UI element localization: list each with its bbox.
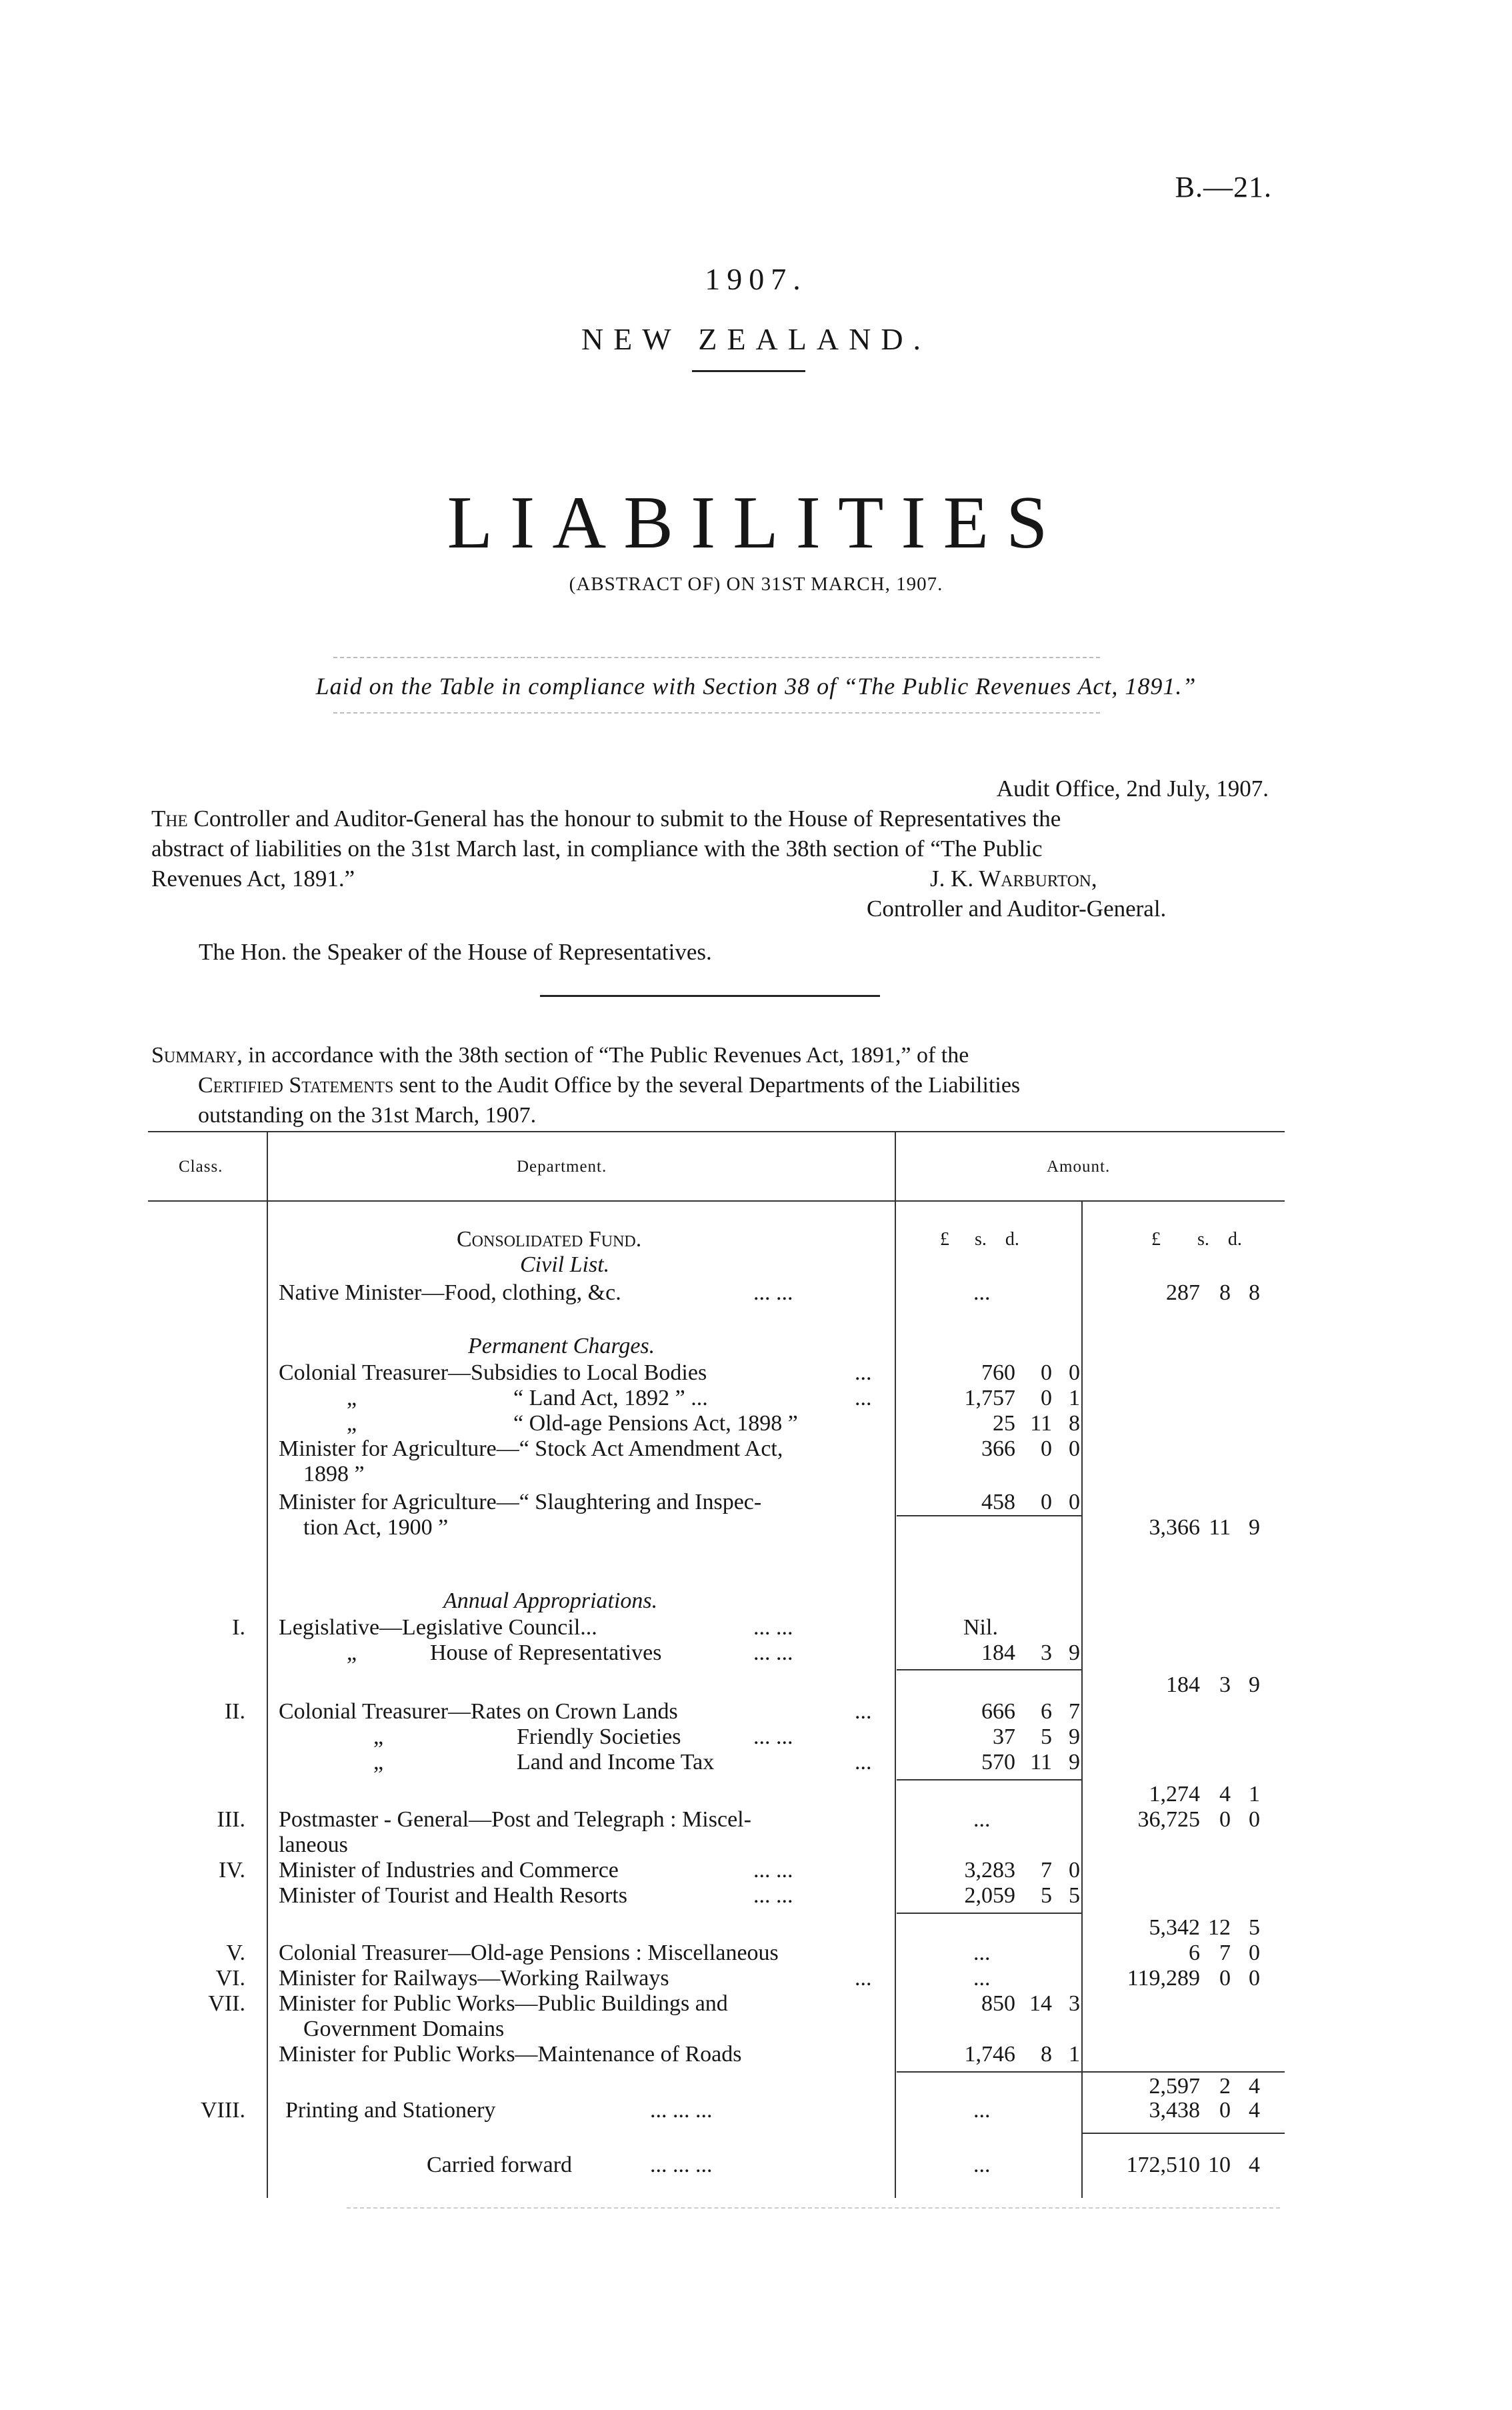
row-sub-pounds: 1,746	[964, 2042, 1015, 2067]
laid-on-table-note: Laid on the Table in compliance with Section 38 of “The Public Revenues Act, 1891.”	[315, 673, 1197, 700]
row-sub-pounds: 37	[993, 1724, 1015, 1749]
row-total-pounds: 3,438	[1149, 2098, 1200, 2123]
row-text: Minister for Agriculture—“ Slaughtering and Inspec-	[279, 1490, 762, 1514]
row-sub-shillings: 6	[1041, 1699, 1052, 1724]
carried-forward-pence: 4	[1249, 2153, 1260, 2177]
row-text-continued: 1898 ”	[303, 1462, 365, 1486]
row-text: Colonial Treasurer—Old-age Pensions : Miscellaneous	[279, 1941, 779, 1965]
row-text-continued: Government Domains	[303, 2017, 505, 2041]
row-sub-pence: 7	[1069, 1699, 1080, 1724]
class-number: I.	[232, 1615, 245, 1640]
row-leader-dots: ... ...	[753, 1883, 793, 1908]
row-sub-pence: 9	[1069, 1640, 1080, 1665]
row-total-shillings: 11	[1209, 1515, 1231, 1540]
class-number: VIII.	[200, 2098, 245, 2123]
class-number: IV.	[219, 1858, 245, 1883]
row-total-pence: 0	[1249, 1966, 1260, 1991]
class-number: III.	[217, 1807, 245, 1832]
subtotal-rule	[897, 1779, 1081, 1780]
row-text: Native Minister—Food, clothing, &c.	[279, 1280, 621, 1305]
table-bottom-dashed-rule	[347, 2207, 1280, 2209]
heading-consolidated-fund: Consolidated Fund.	[457, 1227, 642, 1252]
row-sub-pounds: 25	[993, 1411, 1015, 1436]
row-total-shillings: 8	[1219, 1280, 1231, 1305]
row-text-continued: laneous	[279, 1833, 348, 1857]
ditto-mark: „	[347, 1386, 357, 1410]
row-sub-shillings: 8	[1041, 2042, 1052, 2067]
class-number: VI.	[215, 1966, 245, 1991]
currency-pounds: £	[940, 1229, 949, 1250]
row-leader-dots: ... ...	[753, 1615, 793, 1640]
row-leader-dots: ...	[855, 1750, 872, 1774]
row-leader-dots: ... ...	[753, 1724, 793, 1749]
table-top-rule	[148, 1131, 1285, 1132]
total-rule	[1081, 2133, 1285, 2134]
row-sub-empty: ...	[973, 1966, 991, 1991]
row-total-pounds: 3,366	[1149, 1515, 1200, 1540]
letter-body	[151, 804, 1285, 894]
class-number: VII.	[208, 1991, 245, 2016]
page-number: B.—21.	[1175, 171, 1272, 203]
class-number: V.	[226, 1941, 245, 1965]
row-total-pounds: 184	[1166, 1672, 1200, 1697]
row-leader-dots: ... ... ...	[650, 2153, 713, 2177]
row-total-pence: 4	[1249, 2074, 1260, 2099]
row-leader-dots: ... ...	[753, 1858, 793, 1883]
row-text-continued: tion Act, 1900 ”	[303, 1515, 449, 1540]
row-sub-pence: 8	[1069, 1411, 1080, 1436]
row-sub-pence: 0	[1069, 1490, 1080, 1514]
row-total-pence: 0	[1249, 1941, 1260, 1965]
row-sub-shillings: 0	[1041, 1490, 1052, 1514]
header-department: Department.	[517, 1158, 607, 1176]
header-rule	[692, 370, 805, 372]
row-text: Printing and Stationery	[285, 2098, 496, 2123]
row-leader-dots: ... ... ...	[650, 2098, 713, 2123]
row-total-pounds: 5,342	[1149, 1915, 1200, 1940]
row-text: Friendly Societies	[517, 1724, 681, 1749]
row-text: Postmaster - General—Post and Telegraph : Miscel-	[279, 1807, 751, 1832]
row-leader-dots: ...	[855, 1360, 872, 1385]
letter-signatory: J. K. Warburton,	[930, 866, 1097, 892]
row-sub-shillings: 0	[1041, 1386, 1052, 1410]
row-text: Minister for Public Works—Maintenance of Roads	[279, 2042, 742, 2067]
row-total-pounds: 1,274	[1149, 1782, 1200, 1806]
row-leader-dots: ...	[855, 1966, 872, 1991]
currency-pence: d.	[1227, 1229, 1242, 1250]
currency-header-total	[1151, 1227, 1242, 1252]
header-class: Class.	[179, 1158, 223, 1176]
row-sub-empty: ...	[973, 1280, 991, 1305]
divider-dashed-top	[333, 657, 1100, 658]
divider-dashed-bottom	[333, 712, 1100, 714]
row-leader-dots: ... ...	[753, 1280, 793, 1305]
row-text: Colonial Treasurer—Rates on Crown Lands	[279, 1699, 678, 1724]
row-total-shillings: 7	[1219, 1941, 1231, 1965]
row-sub-pence: 1	[1069, 1386, 1080, 1410]
row-text: Legislative—Legislative Council...	[279, 1615, 597, 1640]
currency-pounds: £	[1151, 1229, 1161, 1250]
letter-line-2: abstract of liabilities on the 31st March last, in compliance with the 38th section of “The Public	[151, 836, 1043, 862]
summary-lead-word: Summary	[151, 1043, 237, 1068]
row-text: House of Representatives	[430, 1640, 662, 1665]
row-sub-pence: 5	[1069, 1883, 1080, 1908]
ditto-mark: „	[347, 1411, 357, 1436]
summary-line-2: sent to the Audit Office by the several Departments of the Liabilities	[393, 1073, 1021, 1098]
table-column-rule-class	[267, 1131, 268, 2198]
subtotal-rule	[897, 1913, 1081, 1914]
row-total-pence: 0	[1249, 1807, 1260, 1832]
row-total-pounds: 119,289	[1127, 1966, 1200, 1991]
row-sub-pounds: 458	[981, 1490, 1015, 1514]
row-total-pence: 9	[1249, 1672, 1260, 1697]
summary-line-3: outstanding on the 31st March, 1907.	[198, 1103, 537, 1128]
document-title: LIABILITIES	[447, 481, 1065, 564]
row-sub-shillings: 7	[1041, 1858, 1052, 1883]
letter-signatory-title: Controller and Auditor-General.	[867, 896, 1167, 922]
row-sub-nil: Nil.	[963, 1615, 998, 1640]
heading-permanent-charges: Permanent Charges.	[468, 1334, 655, 1358]
row-total-shillings: 0	[1219, 1807, 1231, 1832]
table-header-rule	[148, 1200, 1285, 1202]
row-total-pence: 5	[1249, 1915, 1260, 1940]
row-text: Minister of Tourist and Health Resorts	[279, 1883, 627, 1908]
country-heading: NEW ZEALAND.	[581, 322, 931, 356]
table-column-rule-subtotal	[1081, 1200, 1083, 2198]
summary-line-1: , in accordance with the 38th section of “The Public Revenues Act, 1891,” of the	[237, 1043, 969, 1068]
row-text: Minister for Agriculture—“ Stock Act Amendment Act,	[279, 1436, 783, 1461]
row-text: Minister for Railways—Working Railways	[279, 1966, 669, 1991]
section-rule	[540, 995, 880, 997]
row-sub-pounds: 366	[981, 1436, 1015, 1461]
row-sub-empty: ...	[973, 1941, 991, 1965]
ditto-mark: „	[373, 1724, 384, 1749]
row-sub-pence: 1	[1069, 2042, 1080, 2067]
letter-place-date: Audit Office, 2nd July, 1907.	[996, 776, 1269, 802]
class-number: II.	[224, 1699, 245, 1724]
row-sub-pence: 0	[1069, 1360, 1080, 1385]
ditto-mark: „	[373, 1750, 384, 1774]
row-sub-pounds: 666	[981, 1699, 1015, 1724]
row-sub-pounds: 184	[981, 1640, 1015, 1665]
heading-annual-appropriations: Annual Appropriations.	[443, 1588, 658, 1613]
ditto-mark: „	[347, 1640, 357, 1665]
row-sub-pence: 0	[1069, 1436, 1080, 1461]
row-sub-empty: ...	[973, 2098, 991, 2123]
row-total-shillings: 2	[1219, 2074, 1231, 2099]
row-sub-shillings: 0	[1041, 1436, 1052, 1461]
row-sub-shillings: 5	[1041, 1883, 1052, 1908]
row-text: Colonial Treasurer—Subsidies to Local Bodies	[279, 1360, 707, 1385]
row-sub-shillings: 14	[1029, 1991, 1052, 2016]
row-total-shillings: 3	[1219, 1672, 1231, 1697]
letter-line-3: Revenues Act, 1891.”	[151, 866, 355, 892]
carried-forward-label: Carried forward	[427, 2153, 573, 2177]
row-sub-empty: ...	[973, 1807, 991, 1832]
row-sub-pence: 9	[1069, 1750, 1080, 1774]
row-text: Minister of Industries and Commerce	[279, 1858, 619, 1883]
row-total-pence: 4	[1249, 2098, 1260, 2123]
row-total-shillings: 12	[1208, 1915, 1231, 1940]
carried-forward-shillings: 10	[1208, 2153, 1231, 2177]
letter-line-1: Controller and Auditor-General has the honour to submit to the House of Representatives the	[187, 806, 1061, 832]
currency-shillings: s.	[1197, 1229, 1209, 1250]
row-total-pounds: 2,597	[1149, 2074, 1200, 2099]
row-text: “ Old-age Pensions Act, 1898 ”	[513, 1411, 798, 1436]
row-sub-pounds: 850	[981, 1991, 1015, 2016]
document-year: 1907.	[705, 262, 807, 296]
letter-addressee: The Hon. the Speaker of the House of Representatives.	[199, 939, 712, 965]
row-sub-pounds: 2,059	[964, 1883, 1015, 1908]
row-text: Land and Income Tax	[517, 1750, 715, 1774]
currency-header-sub	[940, 1227, 1019, 1252]
row-total-pence: 1	[1249, 1782, 1260, 1806]
row-sub-pounds: 570	[981, 1750, 1015, 1774]
row-sub-pence: 3	[1069, 1991, 1080, 2016]
row-sub-shillings: 11	[1030, 1750, 1052, 1774]
subtotal-rule	[897, 2071, 1285, 2073]
row-sub-pence: 9	[1069, 1724, 1080, 1749]
heading-civil-list: Civil List.	[520, 1252, 610, 1277]
row-leader-dots: ... ...	[753, 1640, 793, 1665]
row-total-shillings: 0	[1219, 1966, 1231, 1991]
row-text: “ Land Act, 1892 ” ...	[513, 1386, 708, 1410]
row-total-pence: 8	[1249, 1280, 1260, 1305]
row-sub-shillings: 3	[1041, 1640, 1052, 1665]
row-total-pence: 9	[1249, 1515, 1260, 1540]
subtotal-rule	[897, 1669, 1081, 1670]
row-sub-pounds: 1,757	[964, 1386, 1015, 1410]
row-sub-shillings: 11	[1030, 1411, 1052, 1436]
row-sub-empty: ...	[973, 2153, 991, 2177]
summary-certified: Certified Statements	[198, 1073, 394, 1098]
header-amount: Amount.	[1047, 1158, 1111, 1176]
table-column-rule-department	[895, 1131, 896, 2198]
row-sub-pounds: 3,283	[964, 1858, 1015, 1883]
summary-paragraph	[151, 1040, 1285, 1130]
row-total-shillings: 0	[1219, 2098, 1231, 2123]
row-leader-dots: ...	[855, 1699, 872, 1724]
carried-forward-pounds: 172,510	[1126, 2153, 1200, 2177]
row-sub-shillings: 0	[1041, 1360, 1052, 1385]
currency-shillings: s.	[975, 1229, 987, 1250]
row-sub-pence: 0	[1069, 1858, 1080, 1883]
row-sub-pounds: 760	[981, 1360, 1015, 1385]
row-total-shillings: 4	[1219, 1782, 1231, 1806]
row-text: Minister for Public Works—Public Buildings and	[279, 1991, 728, 2016]
row-total-pounds: 6	[1189, 1941, 1200, 1965]
document-subtitle: (ABSTRACT OF) ON 31ST MARCH, 1907.	[569, 573, 943, 595]
subtotal-rule	[897, 1515, 1081, 1516]
row-sub-shillings: 5	[1041, 1724, 1052, 1749]
row-leader-dots: ...	[855, 1386, 872, 1410]
row-total-pounds: 287	[1166, 1280, 1200, 1305]
letter-lead-word: The	[151, 806, 188, 832]
row-total-pounds: 36,725	[1137, 1807, 1200, 1832]
currency-pence: d.	[1005, 1229, 1019, 1250]
